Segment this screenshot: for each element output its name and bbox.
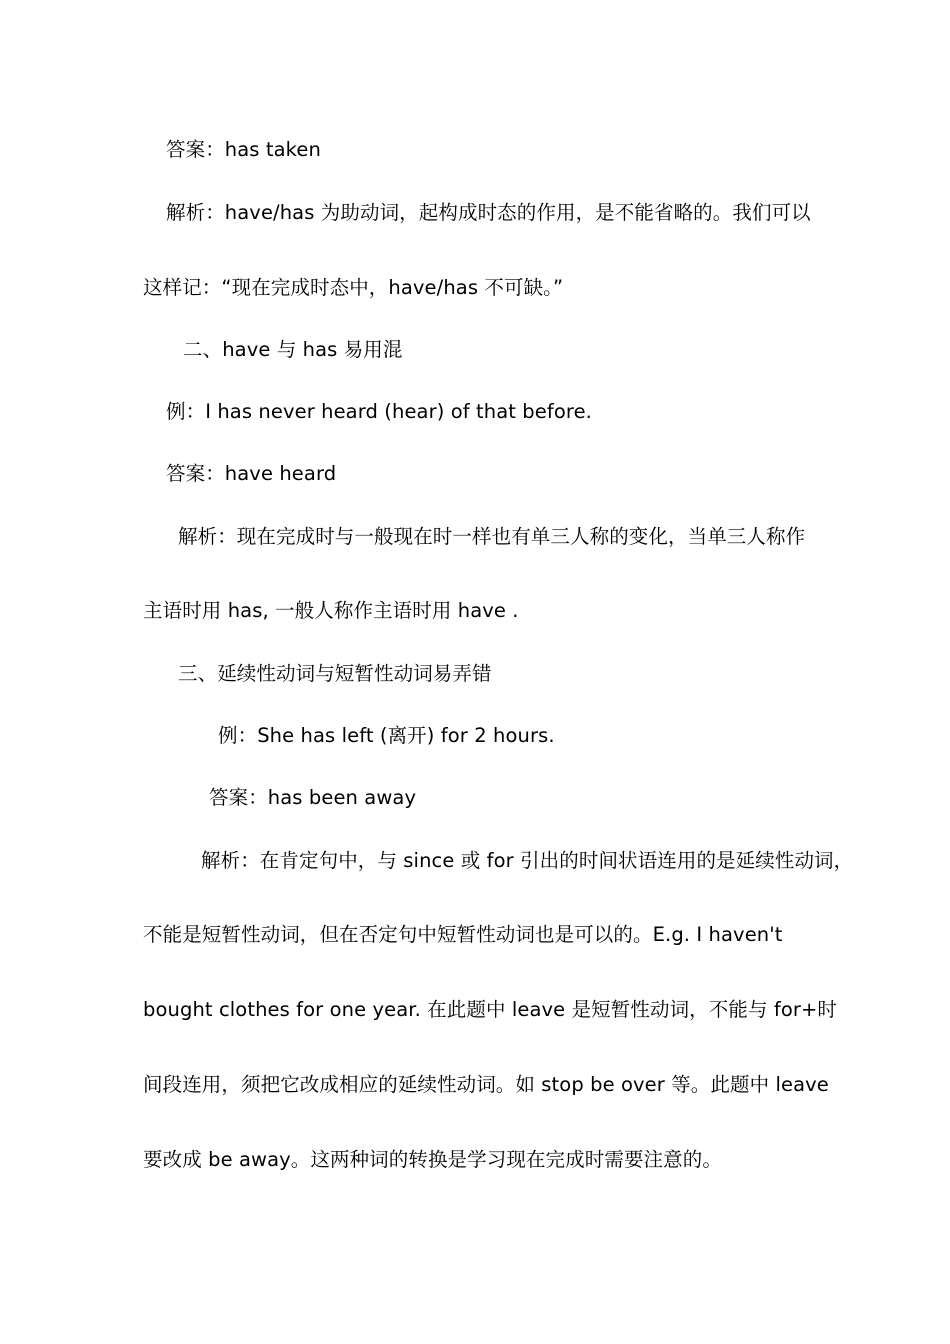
analysis-line-1a: 解析：have/has 为助动词，起构成时态的作用，是不能省略的。我们可以	[166, 201, 811, 224]
example-line-3: 例：She has left (离开) for 2 hours.	[218, 724, 555, 747]
analysis-line-2a: 解析：现在完成时与一般现在时一样也有单三人称的变化，当单三人称作	[178, 525, 806, 548]
answer-line-1: 答案：has taken	[166, 138, 321, 161]
analysis-line-3e: 要改成 be away。这两种词的转换是学习现在完成时需要注意的。	[143, 1148, 722, 1171]
analysis-line-3d: 间段连用，须把它改成相应的延续性动词。如 stop be over 等。此题中 leave	[143, 1073, 829, 1096]
answer-line-3: 答案：has been away	[209, 786, 417, 809]
analysis-line-2b: 主语时用 has, 一般人称作主语时用 have .	[143, 599, 519, 622]
analysis-line-3c: bought clothes for one year. 在此题中 leave 是短暂性动词，不能与 for+时	[143, 998, 838, 1021]
section-heading-2: 二、have 与 has 易用混	[183, 338, 403, 361]
analysis-line-3b: 不能是短暂性动词，但在否定句中短暂性动词也是可以的。E.g. I haven't	[143, 923, 783, 946]
section-heading-3: 三、延续性动词与短暂性动词易弄错	[178, 662, 492, 685]
answer-line-2: 答案：have heard	[166, 462, 337, 485]
analysis-line-1b: 这样记：“现在完成时态中，have/has 不可缺。”	[143, 276, 564, 299]
example-line-2: 例：I has never heard (hear) of that before.	[166, 400, 592, 423]
analysis-line-3a: 解析：在肯定句中，与 since 或 for 引出的时间状语连用的是延续性动词，	[201, 849, 854, 872]
